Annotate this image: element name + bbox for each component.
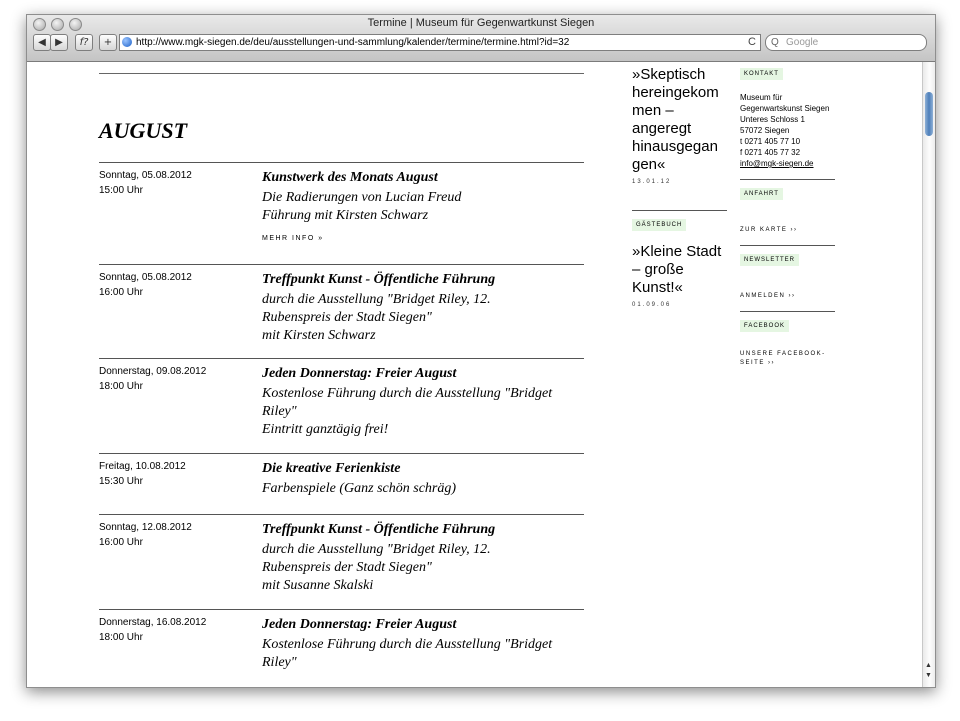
event-description-line: Farbenspiele (Ganz schön schräg) [262,481,457,496]
search-icon: Q [771,37,779,48]
url-text: http://www.mgk-siegen.de/deu/ausstellungen-und-sammlung/kalender/termine/termine.html?id=32 [136,37,570,48]
address-line: Museum für [740,93,783,102]
scroll-up-icon[interactable]: ▲ [925,662,932,669]
event-body [262,460,592,498]
event-time: 18:00 Uhr [99,632,143,643]
newsletter-tag: NEWSLETTER [740,254,799,266]
event-time: 15:30 Uhr [99,476,143,487]
page-content [27,62,923,687]
quote-line: Kunst!« [632,279,683,296]
event-date-text: Sonntag, 05.08.2012 [99,272,192,283]
guestbook-quote-2[interactable] [632,243,732,297]
quote-line: »Kleine Stadt [632,243,722,260]
search-placeholder: Google [786,37,819,48]
quote-line: – große [632,261,684,278]
contact-address [740,92,840,158]
event-row [99,358,584,437]
event-title[interactable]: Kunstwerk des Monats August [262,170,438,185]
address-line: t 0271 405 77 10 [740,137,801,146]
event-description-line: mit Kirsten Schwarz [262,328,376,343]
event-title[interactable]: Die kreative Ferienkiste [262,461,401,476]
guestbook-column [632,62,732,308]
event-row [99,609,584,670]
facebook-link[interactable]: UNSERE FACEBOOK-SEITE ›› [740,351,826,366]
event-row [99,162,584,242]
event-description-line: Kostenlose Führung durch die Ausstellung "Bridget [262,637,553,652]
month-heading: AUGUST [99,118,188,143]
event-body [262,616,592,672]
event-body [262,271,592,345]
anmelden-link[interactable]: ANMELDEN ›› [740,293,796,299]
reload-icon[interactable]: C [748,36,756,48]
window-title: Termine | Museum für Gegenwartkunst Siegen [367,17,595,29]
scroll-down-icon[interactable]: ▼ [925,672,932,679]
quote-line: »Skeptisch [632,66,706,83]
event-description-line: Die Radierungen von Lucian Freud [262,190,462,205]
address-line: Unteres Schloss 1 [740,115,805,124]
event-date [99,459,186,489]
event-body [262,169,592,242]
event-description [262,541,592,595]
event-date-text: Donnerstag, 16.08.2012 [99,617,207,628]
address-line: f 0271 405 77 32 [740,148,801,157]
event-description-line: mit Susanne Skalski [262,578,374,593]
event-date [99,270,192,300]
event-description [262,291,592,345]
address-line: 57072 Siegen [740,126,790,135]
url-bar[interactable] [119,34,761,51]
divider [740,245,835,246]
bookmarklet-button[interactable] [75,34,93,51]
zur-karte-link[interactable]: ZUR KARTE ›› [740,227,798,233]
divider [632,210,727,211]
event-description-line: Rubenspreis der Stadt Siegen" [262,560,432,575]
forward-button[interactable] [50,34,68,51]
event-date-text: Sonntag, 12.08.2012 [99,522,192,533]
event-time: 16:00 Uhr [99,537,143,548]
event-description-line: Eintritt ganztägig frei! [262,422,389,437]
event-description-line: Rubenspreis der Stadt Siegen" [262,310,432,325]
event-title[interactable]: Treffpunkt Kunst - Öffentliche Führung [262,522,496,537]
divider [99,73,584,74]
event-date [99,615,206,645]
event-description-line: Führung mit Kirsten Schwarz [262,208,429,223]
event-description [262,636,592,672]
event-date-text: Freitag, 10.08.2012 [99,461,186,472]
quote-line: gen« [632,156,666,173]
globe-icon [122,37,132,47]
divider [740,179,835,180]
event-date-text: Sonntag, 05.08.2012 [99,170,192,181]
event-row [99,453,584,496]
anfahrt-tag: ANFAHRT [740,188,783,200]
event-title[interactable]: Treffpunkt Kunst - Öffentliche Führung [262,272,496,287]
event-description [262,480,592,498]
event-description [262,189,592,225]
event-description-line: durch die Ausstellung "Bridget Riley, 12. [262,292,491,307]
back-button[interactable] [33,34,51,51]
bookmarklet-icon: f? [79,37,89,48]
event-date [99,168,192,198]
scrollbar-thumb[interactable] [925,92,933,136]
forward-arrow-icon: ▶ [55,37,63,48]
title-bar [27,15,935,62]
event-date [99,364,206,394]
event-title[interactable]: Jeden Donnerstag: Freier August [262,366,457,381]
quote-line: hereingekom [632,84,719,101]
browser-window [26,14,936,688]
guestbook-tag[interactable]: GÄSTEBUCH [632,219,686,231]
event-time: 15:00 Uhr [99,185,143,196]
quote-line: men – [632,102,674,119]
quote-line: angeregt [632,120,692,137]
event-description-line: durch die Ausstellung "Bridget Riley, 12. [262,542,491,557]
event-time: 16:00 Uhr [99,287,143,298]
contact-column [740,62,840,368]
event-date [99,520,192,550]
guestbook-date-1: 13.01.12 [632,179,672,185]
more-info-link[interactable]: MEHR INFO » [262,235,324,242]
back-arrow-icon: ◀ [38,37,46,48]
add-bookmark-button[interactable] [99,34,117,51]
event-description [262,385,592,439]
vertical-scrollbar[interactable] [922,62,936,687]
event-body [262,521,592,595]
search-input[interactable] [765,34,927,51]
event-title[interactable]: Jeden Donnerstag: Freier August [262,617,457,632]
guestbook-date-2: 01.09.06 [632,302,672,308]
event-time: 18:00 Uhr [99,381,143,392]
guestbook-quote-1[interactable] [632,66,732,174]
event-body [262,365,592,439]
contact-tag: KONTAKT [740,68,783,80]
event-description-line: Riley" [262,404,297,419]
email-link[interactable]: info@mgk-siegen.de [740,159,814,168]
facebook-tag: FACEBOOK [740,320,789,332]
address-line: Gegenwartskunst Siegen [740,104,830,113]
event-description-line: Kostenlose Führung durch die Ausstellung "Bridget [262,386,553,401]
event-row [99,264,584,343]
plus-icon: + [103,37,113,48]
quote-line: hinausgegan [632,138,718,155]
event-date-text: Donnerstag, 09.08.2012 [99,366,207,377]
divider [740,311,835,312]
event-description-line: Riley" [262,655,297,670]
event-row [99,514,584,593]
